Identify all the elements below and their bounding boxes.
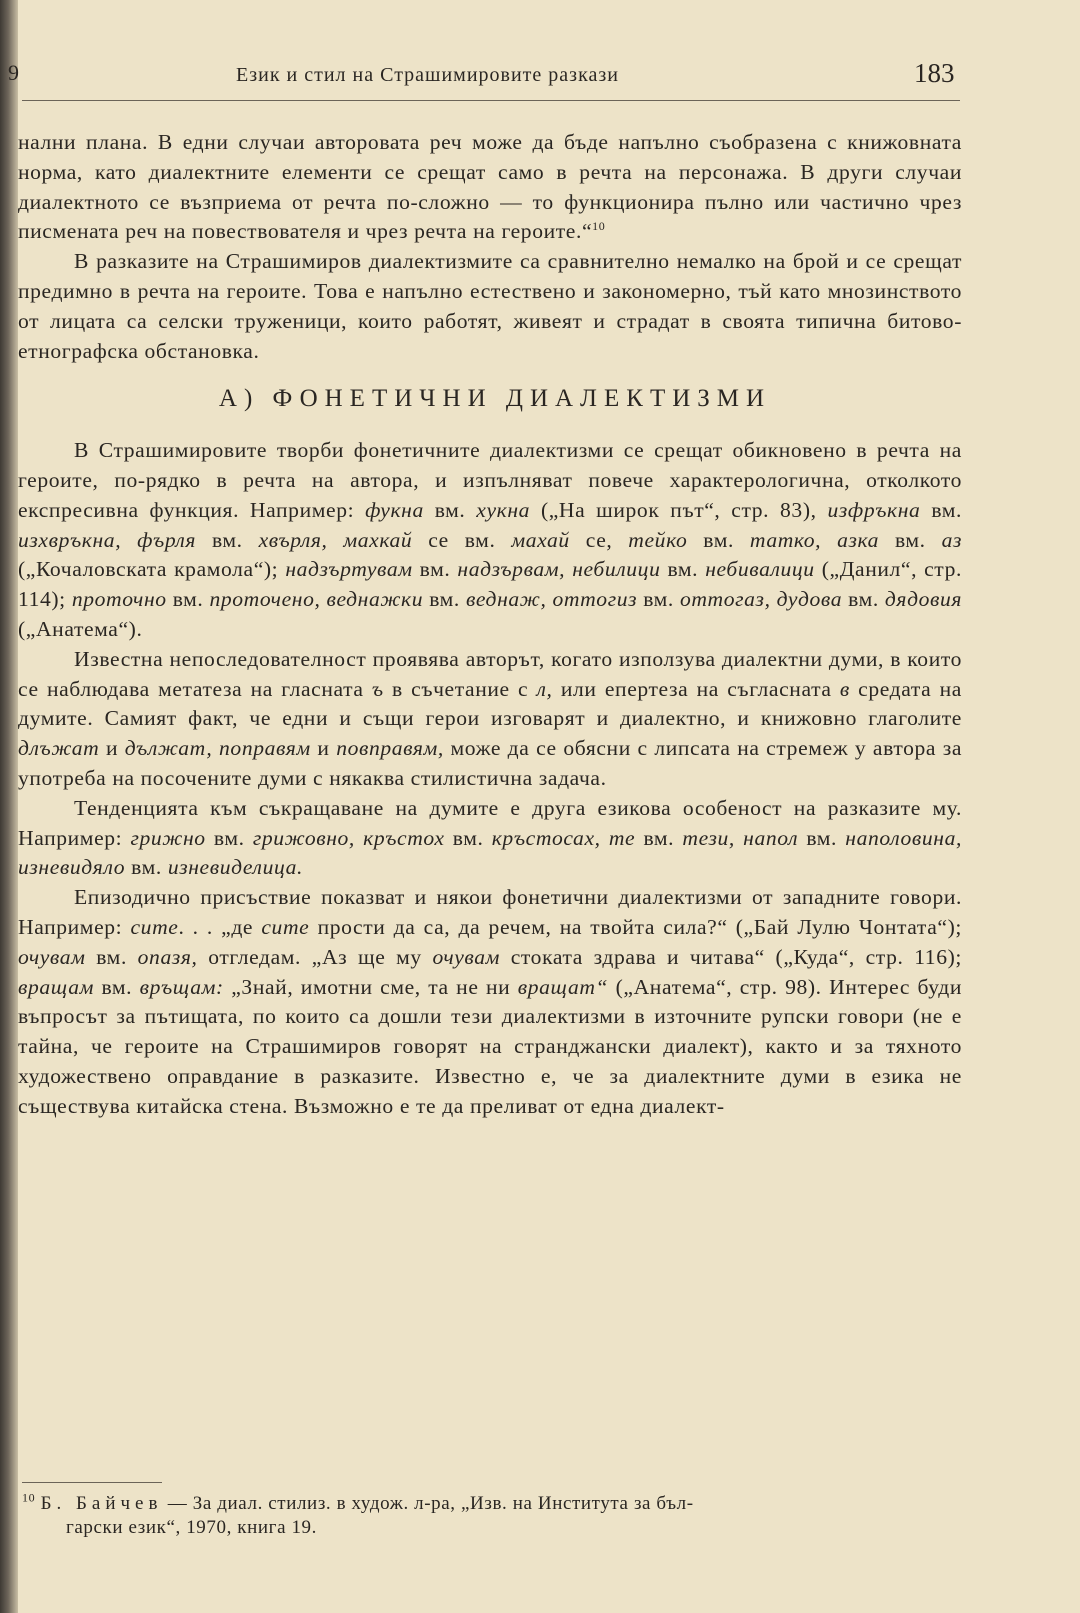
- italic-term: махай: [511, 527, 570, 552]
- paragraph: [18, 645, 962, 794]
- italic-term: в: [839, 676, 850, 701]
- paragraph: [18, 883, 962, 1121]
- book-spine-shadow: [0, 0, 18, 1613]
- italic-term: вращам: [18, 974, 94, 999]
- text-run: се вм.: [412, 527, 512, 552]
- page-header: [0, 58, 1080, 98]
- adjacent-page-number: 9: [8, 60, 19, 85]
- text-run: вм.: [798, 825, 846, 850]
- text-run: вм.: [660, 557, 706, 582]
- text-run: В Страшимировите творби фонетичните диалектизми се срещат обикновено в речта на героите, по-рядко в речта на автора, и изпълняват повече характерологична, отколкото експресивна функция. Например:: [18, 438, 962, 522]
- text-run: средата на думите. Самият факт, че едни и същи герои изговарят и диалектно, и книжовно глаголите: [18, 676, 962, 731]
- paragraph: [18, 128, 962, 247]
- italic-term: небивалици: [705, 557, 815, 582]
- italic-term: сите: [130, 914, 179, 939]
- italic-term: връщам:: [139, 974, 224, 999]
- italic-term: изневиделица.: [167, 855, 304, 880]
- text-run: вм.: [842, 587, 885, 612]
- text-run: и: [99, 736, 125, 761]
- text-run: „Знай, имотни сме, та не ни: [223, 974, 518, 999]
- italic-term: дядовия: [884, 587, 962, 612]
- text-run: и: [310, 736, 337, 761]
- text-run: Известна непоследователност проявява авторът, когато използува диалектни думи, в които се наблюдава метатеза на гласната: [18, 646, 962, 701]
- italic-term: изхвръкна, фърля: [18, 527, 197, 552]
- text-run: в съчетание с: [383, 676, 537, 701]
- footnote-author: Б. Байчев: [40, 1493, 163, 1514]
- paragraph: [18, 247, 962, 366]
- header-rule: [22, 100, 960, 101]
- text-run: стоката здрава и читава“ („Куда“, стр. 116);: [500, 944, 962, 969]
- italic-term: вращат“: [517, 974, 609, 999]
- text-run: вм.: [879, 527, 942, 552]
- italic-term: тези, напол: [682, 825, 799, 850]
- text-run: вм.: [687, 527, 750, 552]
- text-run: вм.: [166, 587, 210, 612]
- italic-term: проточно: [71, 587, 167, 612]
- text-run: вм.: [93, 974, 140, 999]
- running-title: Език и стил на Страшимировите разкази: [236, 64, 619, 86]
- text-run: вм.: [635, 825, 683, 850]
- text-run: вм.: [196, 527, 259, 552]
- italic-term: повправям,: [336, 736, 444, 761]
- text-run: вм.: [637, 587, 680, 612]
- text-run: . . . „де: [178, 914, 262, 939]
- italic-term: фукна: [365, 497, 424, 522]
- italic-term: хвърля, махкай: [258, 527, 413, 552]
- italic-term: тейко: [628, 527, 688, 552]
- italic-term: очувам: [432, 944, 501, 969]
- italic-term: дължат, поправям: [124, 736, 311, 761]
- italic-term: наполовина, изневидяло: [18, 825, 963, 880]
- italic-term: л,: [536, 676, 553, 701]
- footnote-number: 10: [22, 1490, 36, 1505]
- italic-term: грижовно, кръстох: [252, 825, 445, 850]
- text-run: се,: [569, 527, 629, 552]
- text-run: („Анатема“, стр. 98). Интерес буди въпросът за пътищата, по които са дошли тези диалектизми в източните рупски говори (не е тайна, че героите на Страшимиров говорят на странджански диалект), както и за тяхното художествено оправдание в разказите. Известно е, че за диалектните думи в езика не съществува китайска стена. Възможно е те да преливат от една диалект-: [18, 974, 963, 1118]
- text-run: („Анатема“).: [18, 616, 143, 641]
- text-run: вм.: [444, 825, 492, 850]
- text-run: („На широк път“, стр. 83),: [530, 497, 828, 522]
- italic-term: кръстосах, те: [491, 825, 636, 850]
- italic-term: грижно: [130, 825, 206, 850]
- paragraph: [18, 436, 962, 645]
- italic-term: надзъртувам: [285, 557, 413, 582]
- italic-term: сите: [261, 914, 310, 939]
- text-run: или епертеза на съгласната: [552, 676, 840, 701]
- footnote-ref: 10: [592, 219, 606, 234]
- text-run: В разказите на Страшимиров диалектизмите са сравнително немалко на брой и се срещат предимно в речта на героите. Това е напълно естествено и закономерно, тъй като мнозинството от лицата са селски труженици, които работят, живеят и страдат в своята типична битово-етнографска обстановка.: [18, 249, 962, 363]
- footnote-text: — За диал. стилиз. в худож. л-ра, „Изв. на Института за бъл-: [162, 1493, 694, 1514]
- text-run: вм.: [125, 855, 168, 880]
- text-run: нални плана. В едни случаи авторовата реч може да бъде напълно съобразена с книжовната норма, като диалектните елементи се срещат само в речта на персонажа. В други случаи диалектното се възприема от речта по-сложно — то функционира пълно или частично чрез писмената реч на повествователя и чрез речта на героите.“: [18, 130, 962, 244]
- text-run: вм.: [423, 587, 466, 612]
- footnote-rule: [22, 1482, 162, 1483]
- italic-term: ъ: [371, 676, 384, 701]
- page-number: 183: [914, 58, 955, 88]
- italic-term: изфръкна: [827, 497, 921, 522]
- paragraph: [18, 794, 962, 883]
- text-run: Тенденцията към съкращаване на думите е друга езикова особеност на разказите му. Например:: [18, 795, 962, 850]
- italic-term: надзървам, небилици: [457, 557, 661, 582]
- text-run: вм.: [412, 557, 458, 582]
- text-run: („Кочаловската крамола“);: [18, 557, 286, 582]
- text-run: Епизодично присъствие показват и някои фонетични диалектизми от западните говори. Например:: [18, 885, 962, 939]
- text-run: може да се обясни с липсата на стремеж у автора за употреба на посочените думи с някаква стилистична задача.: [18, 736, 963, 790]
- italic-term: веднаж, оттогиз: [465, 587, 638, 612]
- text-run: вм.: [85, 944, 138, 969]
- footnote: [22, 1492, 962, 1540]
- italic-term: проточено, веднажки: [209, 587, 424, 612]
- body-text: [18, 128, 962, 1122]
- italic-term: очувам: [18, 944, 86, 969]
- section-heading: А) ФОНЕТИЧНИ ДИАЛЕКТИЗМИ: [218, 385, 772, 413]
- footnote-text-continued: гарски език“, 1970, книга 19.: [66, 1517, 318, 1538]
- italic-term: оттогаз, дудова: [679, 587, 843, 612]
- text-run: прости да са, да речем, на твойта сила?“ („Бай Лулю Чонтата“);: [309, 914, 962, 939]
- italic-term: опазя,: [137, 944, 198, 969]
- italic-term: хукна: [476, 497, 531, 522]
- italic-term: татко, азка: [749, 527, 880, 552]
- text-run: отгледам. „Аз ще му: [197, 944, 433, 969]
- text-run: („Данил“, стр. 114);: [18, 557, 962, 612]
- italic-term: длъжат: [18, 736, 100, 761]
- text-run: вм.: [205, 825, 253, 850]
- text-run: вм.: [423, 497, 477, 522]
- italic-term: аз: [941, 527, 962, 552]
- text-run: вм.: [920, 497, 963, 522]
